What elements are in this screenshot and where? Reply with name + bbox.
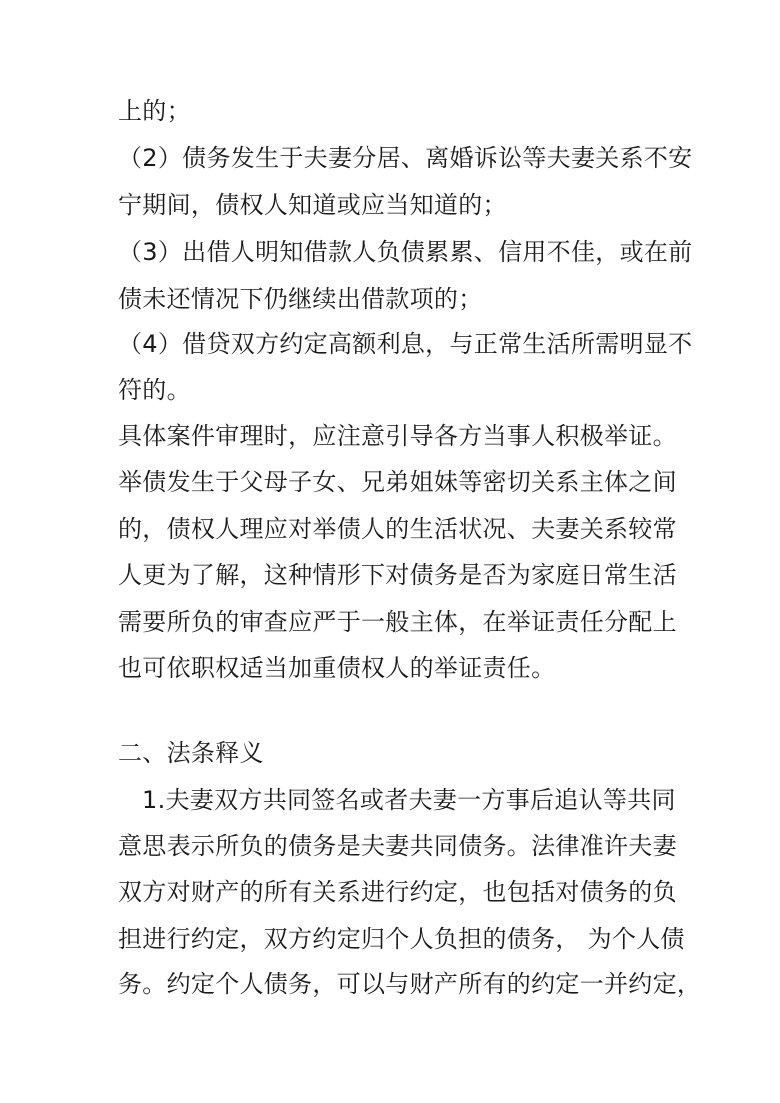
- text-line: （4）借贷双方约定高额利息，与正常生活所需明显不: [118, 330, 693, 358]
- text-line: 举债发生于父母子女、兄弟姐妹等密切关系主体之间: [118, 468, 677, 496]
- text-line: 也可依职权适当加重债权人的举证责任。: [118, 654, 556, 682]
- text-line: 债未还情况下仍继续出借款项的；: [118, 285, 483, 313]
- text-line: 双方对财产的所有关系进行约定，也包括对债务的负: [118, 878, 677, 906]
- text-line: 务。约定个人债务，可以与财产所有的约定一并约定，: [118, 970, 702, 998]
- text-line: 人更为了解，这种情形下对债务是否为家庭日常生活: [118, 561, 677, 589]
- text-line: （2）债务发生于夫妻分居、离婚诉讼等夫妻关系不安: [118, 144, 693, 172]
- section-heading: 二、法条释义: [118, 739, 264, 767]
- text-line: 宁期间，债权人知道或应当知道的；: [118, 191, 507, 219]
- text-line: 上的；: [118, 97, 191, 125]
- text-line: 的，债权人理应对举债人的生活状况、夫妻关系较常: [118, 515, 677, 543]
- text-line: 符的。: [118, 376, 191, 404]
- text-line: 意思表示所负的债务是夫妻共同债务。法律准许夫妻: [118, 832, 677, 860]
- text-line: 1.夫妻双方共同签名或者夫妻一方事后追认等共同: [142, 786, 676, 814]
- text-line: 需要所负的审查应严于一般主体，在举证责任分配上: [118, 608, 677, 636]
- text-line: 担进行约定，双方约定归个人负担的债务， 为个人债: [118, 925, 685, 953]
- text-line: （3）出借人明知借款人负债累累、信用不佳，或在前: [118, 238, 693, 266]
- text-line: 具体案件审理时，应注意引导各方当事人积极举证。: [118, 422, 677, 450]
